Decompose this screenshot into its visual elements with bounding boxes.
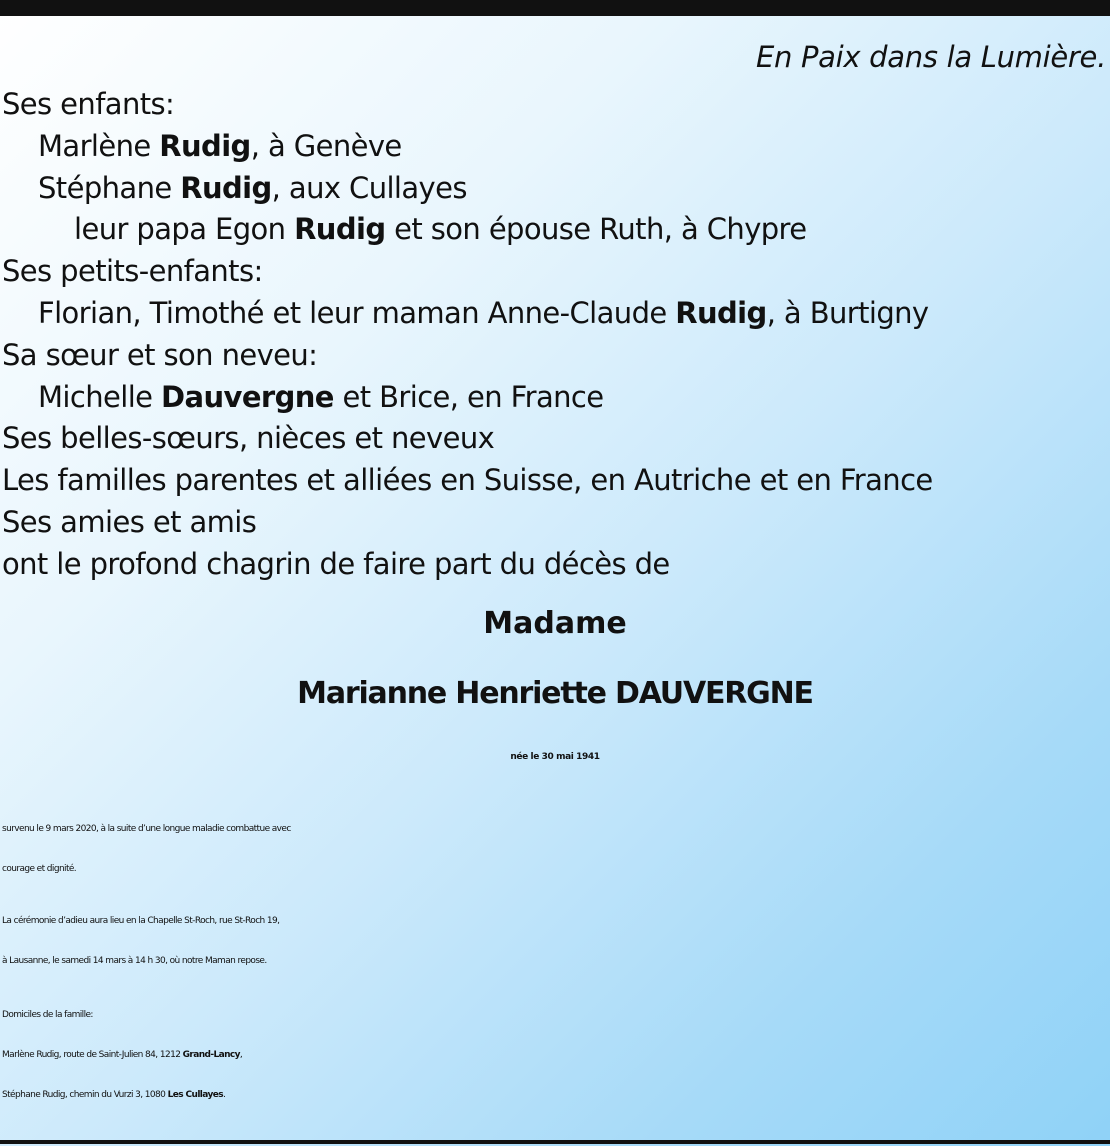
ceremony-paragraph bbox=[2, 900, 1110, 982]
death-line-1: survenu le 9 mars 2020, à la suite d’une longue maladie combattue avec bbox=[2, 824, 291, 834]
grandchildren-header: Ses petits-enfants: bbox=[2, 254, 263, 289]
death-paragraph bbox=[2, 808, 1110, 890]
deceased-title: Madame bbox=[483, 606, 627, 641]
family-line-sister: Michelle Dauvergne et Brice, en France bbox=[38, 379, 604, 414]
family-line-child1: Marlène Rudig, à Genève bbox=[38, 128, 402, 163]
sister-header: Sa sœur et son neveu: bbox=[2, 337, 318, 372]
deceased-name: Marianne Henriette DAUVERGNE bbox=[297, 676, 813, 711]
family-line-friends: Ses amies et amis bbox=[2, 504, 257, 539]
top-rule bbox=[0, 0, 1110, 16]
family-list bbox=[2, 84, 1102, 586]
children-header: Ses enfants: bbox=[2, 87, 175, 121]
domiciles-header: Domiciles de la famille: bbox=[2, 1010, 93, 1020]
bottom-rule bbox=[0, 1140, 1110, 1144]
family-line-father: leur papa Egon Rudig et son épouse Ruth, à Chypre bbox=[74, 212, 807, 247]
ceremony-line-1: La cérémonie d’adieu aura lieu en la Chapelle St-Roch, rue St-Roch 19, bbox=[2, 916, 280, 926]
family-line-child2: Stéphane Rudig, aux Cullayes bbox=[38, 170, 467, 205]
deceased-birth-date: née le 30 mai 1941 bbox=[510, 752, 600, 762]
family-line-grandchildren: Florian, Timothé et leur maman Anne-Claude Rudig, à Burtigny bbox=[38, 295, 929, 330]
motto: En Paix dans la Lumière. bbox=[755, 40, 1106, 74]
family-line-inlaws: Ses belles-sœurs, nièces et neveux bbox=[2, 421, 495, 456]
announcement-line: ont le profond chagrin de faire part du décès de bbox=[2, 546, 670, 581]
death-line-2: courage et dignité. bbox=[2, 864, 77, 874]
domiciles-paragraph bbox=[2, 994, 1110, 1116]
family-line-relatives: Les familles parentes et alliées en Suisse, en Autriche et en France bbox=[2, 463, 933, 498]
address-line-2: Stéphane Rudig, chemin du Vurzi 3, 1080 Les Cullayes. bbox=[2, 1090, 226, 1100]
address-line-1: Marlène Rudig, route de Saint-Julien 84, 1212 Grand-Lancy, bbox=[2, 1050, 243, 1060]
ceremony-line-2: à Lausanne, le samedi 14 mars à 14 h 30, où notre Maman repose. bbox=[2, 956, 267, 966]
